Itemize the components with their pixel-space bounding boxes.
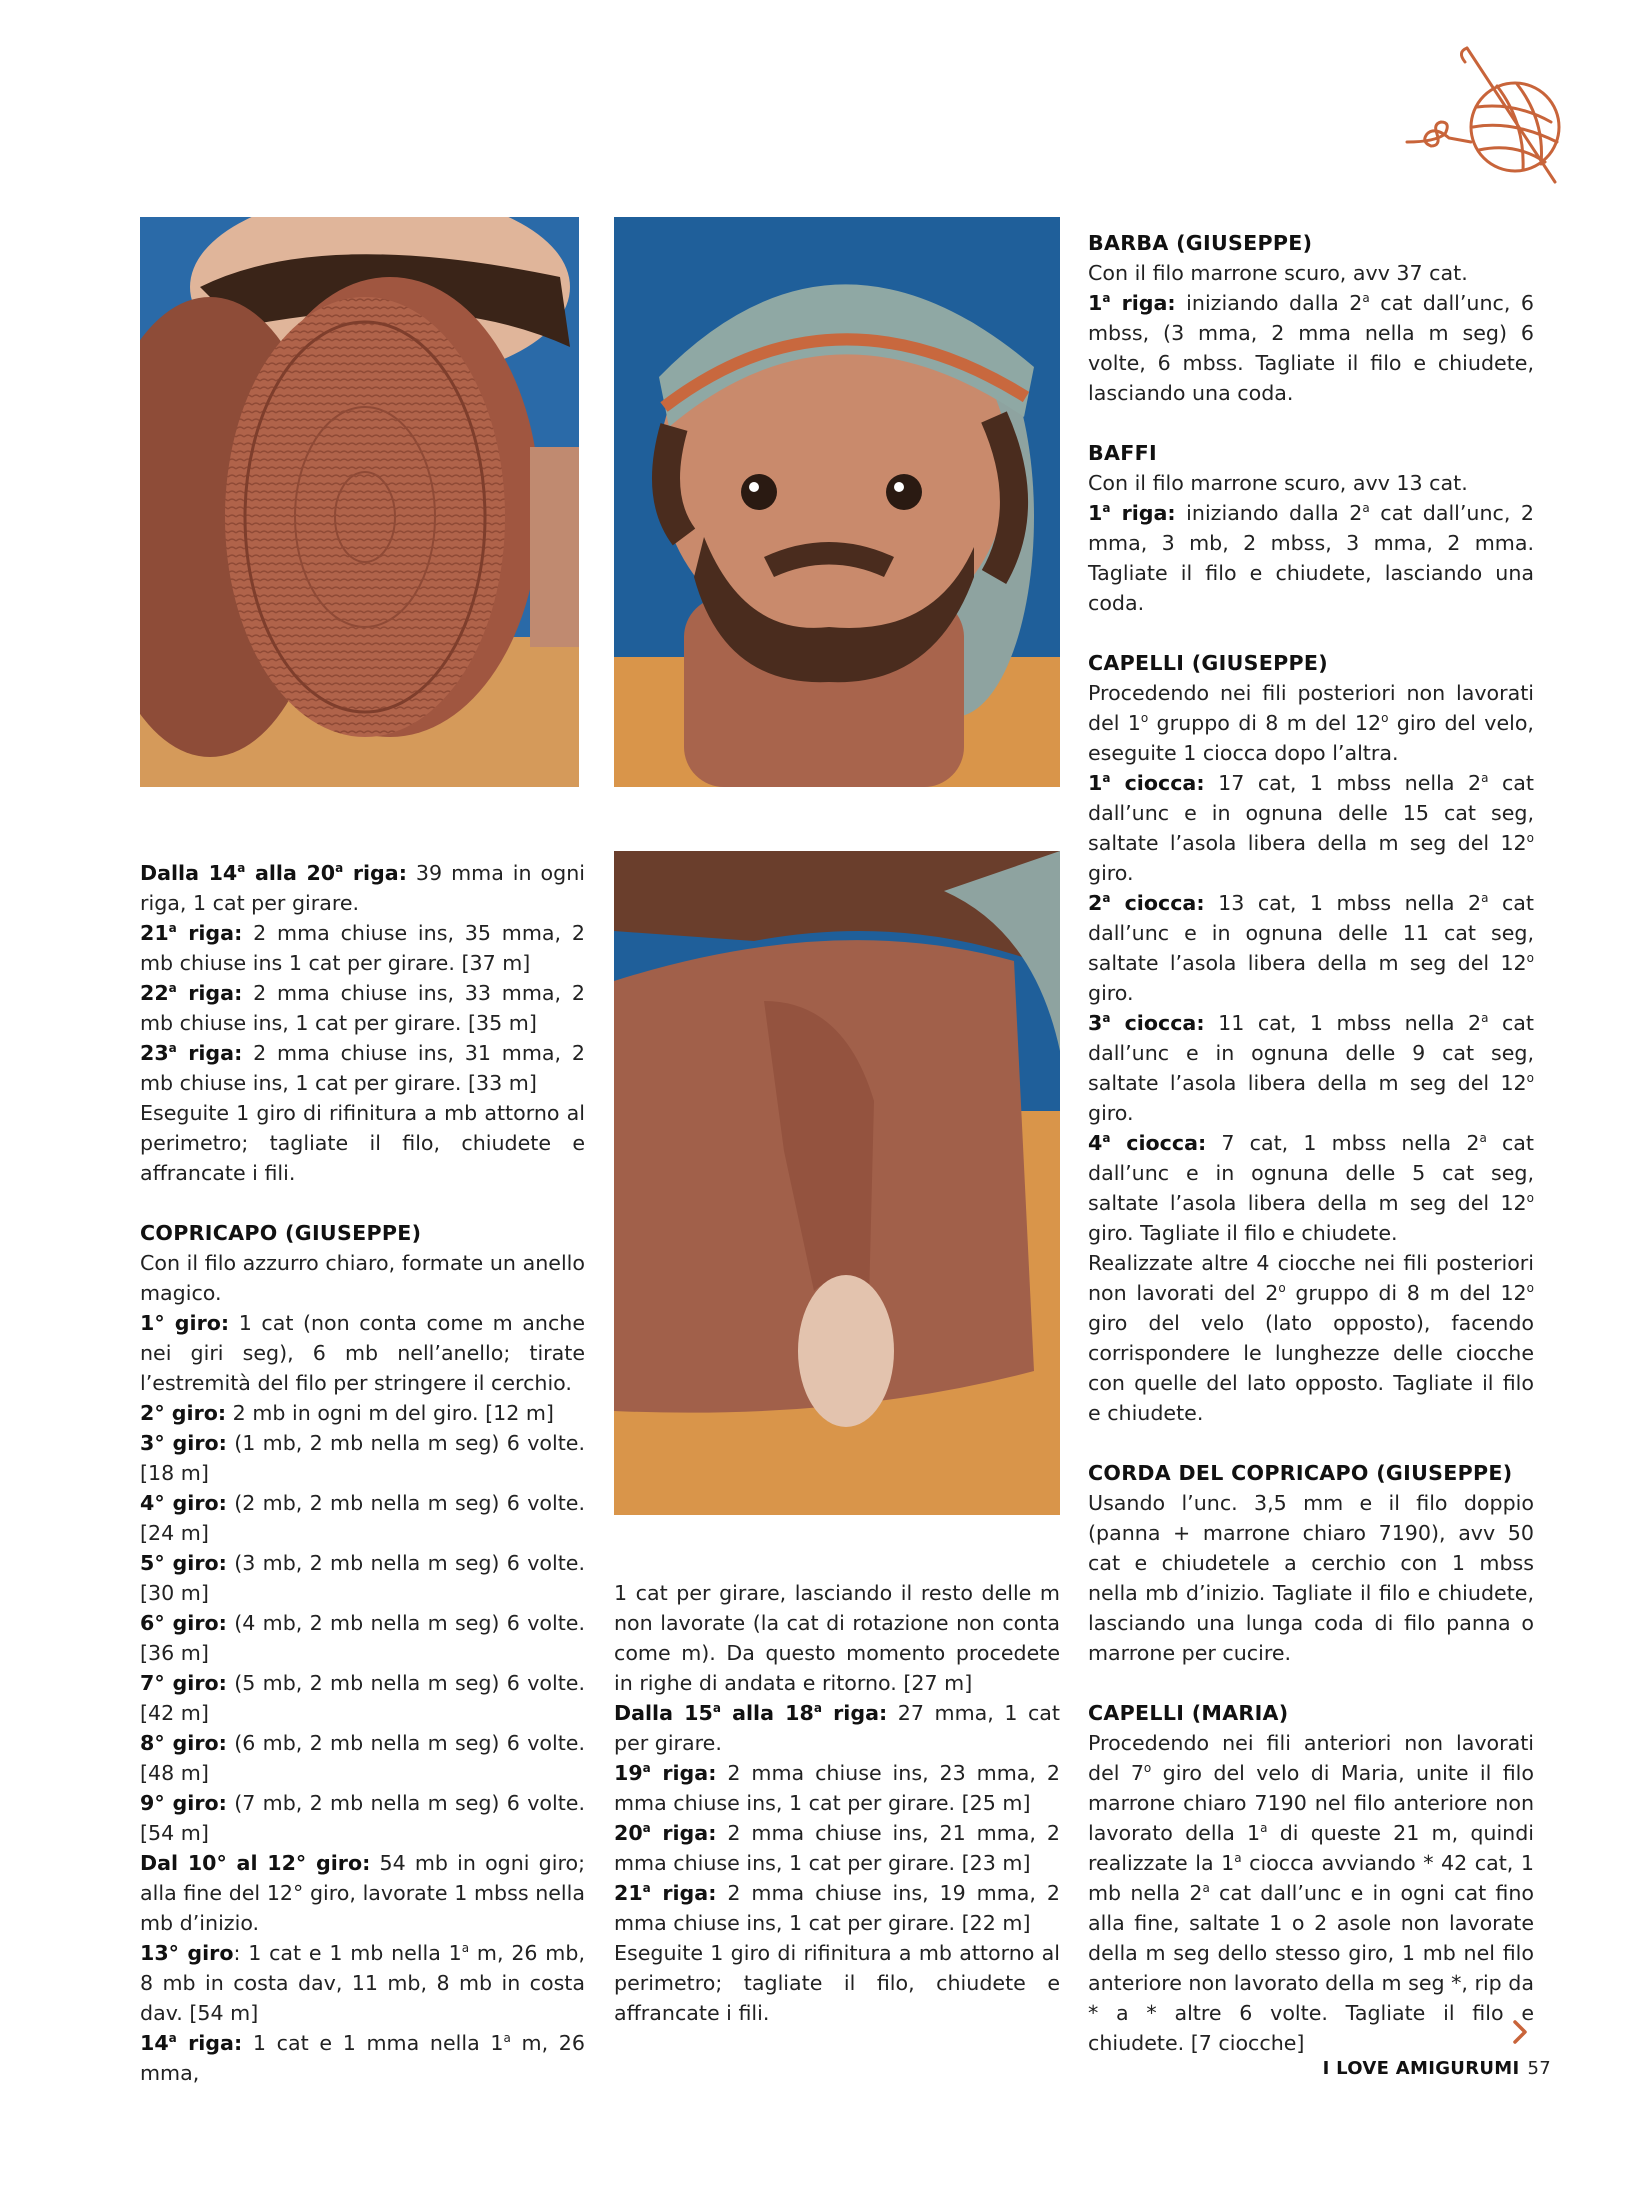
instruction-round-8: 8° giro: (6 mb, 2 mb nella m seg) 6 volte. [48 m]: [140, 1731, 585, 1785]
photo-giuseppe-body: [614, 851, 1060, 1515]
photo-giuseppe-face: [614, 217, 1060, 787]
instruction-continued: 1 cat per girare, lasciando il resto delle m non lavorate (la cat di rotazione non conta come m). Da questo momento procedete in righe di andata e ritorno. [27 m]: [614, 1581, 1060, 1695]
instruction-row-20: 20$^a$ riga: 2 mma chiuse ins, 21 mma, 2 mma chiuse ins, 1 cat per girare. [23 m]: [614, 1821, 1061, 1875]
section-heading-barba: BARBA (GIUSEPPE): [1088, 231, 1313, 255]
instruction-row-1: 1$^a$ riga: iniziando dalla 2$^a$ cat dall’unc, 6 mbss, (3 mma, 2 mma nella m seg) 6 volte, 6 mbss. Tagliate il filo e chiudete, lasciando una coda.: [1088, 291, 1535, 405]
instruction-finish: Eseguite 1 giro di rifinitura a mb attorno al perimetro; tagliate il filo, chiudete e affrancate i fili.: [614, 1941, 1060, 2025]
instruction-text: Con il filo marrone scuro, avv 13 cat.: [1088, 471, 1468, 495]
instruction-rows-14-20: Dalla 14$^a$ alla 20$^a$ riga: 39 mma in ogni riga, 1 cat per girare.: [140, 861, 585, 915]
continue-chevron-icon: [1512, 2019, 1528, 2045]
section-heading-corda: CORDA DEL COPRICAPO (GIUSEPPE): [1088, 1461, 1513, 1485]
instruction-ciocca-4: 4$^a$ ciocca: 7 cat, 1 mbss nella 2$^a$ cat dall’unc e in ognuna delle 5 cat seg, saltate l’asola libera della m seg del 12$^o$ giro. Tagliate il filo e chiudete.: [1088, 1131, 1534, 1245]
instruction-round-9: 9° giro: (7 mb, 2 mb nella m seg) 6 volte. [54 m]: [140, 1791, 585, 1845]
instruction-text: Realizzate altre 4 ciocche nei fili posteriori non lavorati del 2$^o$ gruppo di 8 m del 12$^o$ giro del velo (lato opposto), facendo corrispondere le lunghezze delle ciocche con quelle del lato opposto. Tagliate il filo e chiudete.: [1088, 1251, 1534, 1425]
column-left: [140, 858, 585, 2088]
magazine-title: I LOVE AMIGURUMI: [1322, 2058, 1520, 2079]
instruction-row-1: 1$^a$ riga: iniziando dalla 2$^a$ cat dall’unc, 2 mma, 3 mb, 2 mbss, 3 mma, 2 mma. Tagliate il filo e chiudete, lasciando una coda.: [1088, 501, 1535, 615]
instruction-round-5: 5° giro: (3 mb, 2 mb nella m seg) 6 volte. [30 m]: [140, 1551, 585, 1605]
instruction-ciocca-2: 2$^a$ ciocca: 13 cat, 1 mbss nella 2$^a$ cat dall’unc e in ognuna delle 11 cat seg, saltate l’asola libera della m seg del 12$^o$ giro.: [1088, 891, 1534, 1005]
instruction-text: Procedendo nei fili posteriori non lavorati del 1$^o$ gruppo di 8 m del 12$^o$ giro del velo, eseguite 1 ciocca dopo l’altra.: [1088, 681, 1534, 765]
section-heading-capelli-giuseppe: CAPELLI (GIUSEPPE): [1088, 651, 1328, 675]
instruction-round-13: 13° giro: 1 cat e 1 mb nella 1$^a$ m, 26 mb, 8 mb in costa dav, 11 mb, 8 mb in costa dav. [54 m]: [140, 1941, 585, 2025]
instruction-finish: Eseguite 1 giro di rifinitura a mb attorno al perimetro; tagliate il filo, chiudete e affrancate i fili.: [140, 1101, 585, 1185]
photo-base-bottom: [140, 217, 579, 787]
instruction-row-21: 21$^a$ riga: 2 mma chiuse ins, 35 mma, 2 mb chiuse ins 1 cat per girare. [37 m]: [140, 921, 586, 975]
instruction-row-19: 19$^a$ riga: 2 mma chiuse ins, 23 mma, 2 mma chiuse ins, 1 cat per girare. [25 m]: [614, 1761, 1061, 1815]
instruction-rounds-10-12: Dal 10° al 12° giro: 54 mb in ogni giro; alla fine del 12° giro, lavorate 1 mbss nella mb d’inizio.: [140, 1851, 586, 1935]
section-heading-capelli-maria: CAPELLI (MARIA): [1088, 1701, 1289, 1725]
instruction-row-21b: 21$^a$ riga: 2 mma chiuse ins, 19 mma, 2 mma chiuse ins, 1 cat per girare. [22 m]: [614, 1881, 1061, 1935]
instruction-row-14: 14$^a$ riga: 1 cat e 1 mma nella 1$^a$ m, 26 mma,: [140, 2031, 586, 2085]
instruction-round-6: 6° giro: (4 mb, 2 mb nella m seg) 6 volte. [36 m]: [140, 1611, 585, 1665]
instruction-rows-15-18: Dalla 15$^a$ alla 18$^a$ riga: 27 mma, 1 cat per girare.: [614, 1701, 1060, 1755]
page-footer: [1323, 2058, 1551, 2079]
column-right: [1088, 228, 1534, 2058]
instruction-ciocca-3: 3$^a$ ciocca: 11 cat, 1 mbss nella 2$^a$ cat dall’unc e in ognuna delle 9 cat seg, saltate l’asola libera della m seg del 12$^o$ giro.: [1088, 1011, 1534, 1125]
instruction-round-4: 4° giro: (2 mb, 2 mb nella m seg) 6 volte. [24 m]: [140, 1491, 585, 1545]
page-number: 57: [1527, 2058, 1551, 2079]
instruction-round-3: 3° giro: (1 mb, 2 mb nella m seg) 6 volte. [18 m]: [140, 1431, 585, 1485]
section-heading-baffi: BAFFI: [1088, 441, 1157, 465]
column-middle: [614, 1578, 1060, 2028]
instruction-round-1: 1° giro: 1 cat (non conta come m anche nei giri seg), 6 mb nell’anello; tirate l’estremità del filo per stringere il cerchio.: [140, 1311, 586, 1395]
instruction-row-23: 23$^a$ riga: 2 mma chiuse ins, 31 mma, 2 mb chiuse ins, 1 cat per girare. [33 m]: [140, 1041, 586, 1095]
instruction-text: Usando l’unc. 3,5 mm e il filo doppio (panna + marrone chiaro 7190), avv 50 cat e chiudetele a cerchio con 1 mbss nella mb d’inizio. Tagliate il filo e chiudete, lasciando una lunga coda di filo panna o marrone per cucire.: [1088, 1491, 1534, 1665]
instruction-row-22: 22$^a$ riga: 2 mma chiuse ins, 33 mma, 2 mb chiuse ins, 1 cat per girare. [35 m]: [140, 981, 586, 1035]
instruction-text: Procedendo nei fili anteriori non lavorati del 7$^o$ giro del velo di Maria, unite il filo marrone chiaro 7190 nel filo anteriore non lavorato della 1$^a$ di queste 21 m, quindi realizzate la 1$^a$ ciocca avviando * 42 cat, 1 mb nella 2$^a$ cat dall’unc e in ogni cat fino alla fine, saltate 1 o 2 asole non lavorate della m seg dello stesso giro, 1 mb nel filo anteriore non lavorato della m seg *, rip da * a * altre 6 volte. Tagliate il filo e chiudete. [7 ciocche]: [1088, 1731, 1535, 2055]
instruction-text: Con il filo marrone scuro, avv 37 cat.: [1088, 261, 1468, 285]
instruction-ciocca-1: 1$^a$ ciocca: 17 cat, 1 mbss nella 2$^a$ cat dall’unc e in ognuna delle 15 cat seg, saltate l’asola libera della m seg del 12$^o$ giro.: [1088, 771, 1534, 885]
instruction-text: Con il filo azzurro chiaro, formate un anello magico.: [140, 1251, 585, 1305]
instruction-round-7: 7° giro: (5 mb, 2 mb nella m seg) 6 volte. [42 m]: [140, 1671, 585, 1725]
yarn-ball-logo-icon: [1405, 42, 1585, 192]
section-heading-copricapo: COPRICAPO (GIUSEPPE): [140, 1221, 422, 1245]
instruction-round-2: 2° giro: 2 mb in ogni m del giro. [12 m]: [140, 1401, 554, 1425]
